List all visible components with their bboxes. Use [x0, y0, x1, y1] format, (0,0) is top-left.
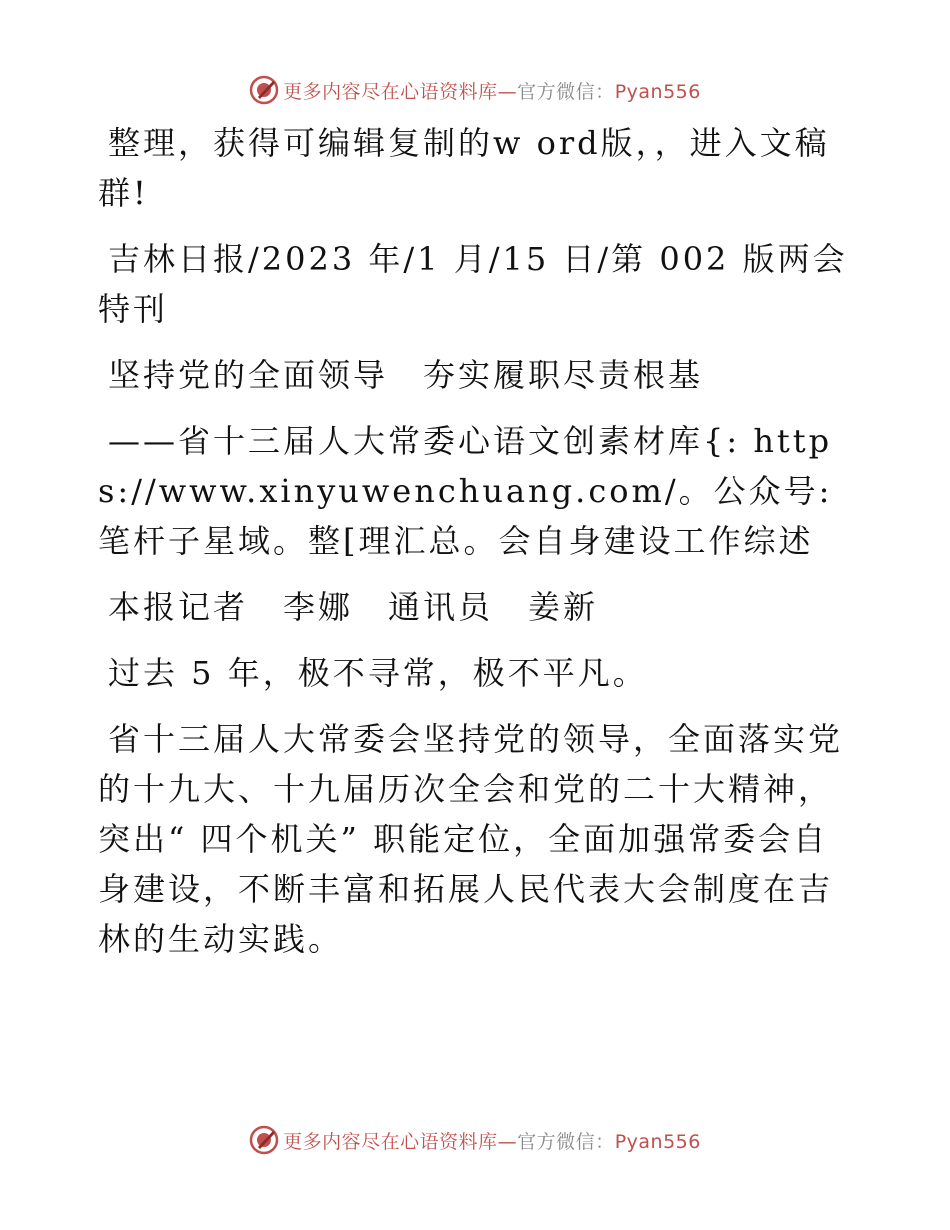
paragraph-body: 省十三届人大常委会坚持党的领导，全面落实党的十九大、十九届历次全会和党的二十大精神，突出“ 四个机关” 职能定位，全面加强常委会自身建设，不断丰富和拓展人民代表大会制度在吉林的生动实践。: [98, 720, 844, 958]
document-body: [98, 118, 858, 964]
pen-logo-icon: [249, 1125, 279, 1155]
pen-logo-icon: [249, 75, 279, 105]
footer-watermark: [0, 1120, 950, 1160]
watermark-text: 更多内容尽在心语资料库—官方微信：Pyan556: [283, 80, 701, 103]
byline: 本报记者 李娜 通讯员 姜新: [108, 588, 599, 626]
header-watermark: [0, 70, 950, 110]
paragraph-source: 吉林日报/2023 年/1 月/15 日/第 002 版两会特刊: [98, 240, 848, 328]
article-title: 坚持党的全面领导 夯实履职尽责根基: [108, 356, 704, 394]
article-subtitle: ——省十三届人大常委心语文创素材库{: https://www.xinyuwenchuang.com/。公众号: 笔杆子星域。整[理汇总。会自身建设工作综述: [98, 422, 833, 560]
watermark-text: 更多内容尽在心语资料库—官方微信：Pyan556: [283, 1130, 701, 1153]
paragraph-intro: 整理，获得可编辑复制的w ord版，，进入文稿群!: [98, 124, 830, 212]
paragraph-lead: 过去 5 年，极不寻常，极不平凡。: [108, 654, 648, 692]
